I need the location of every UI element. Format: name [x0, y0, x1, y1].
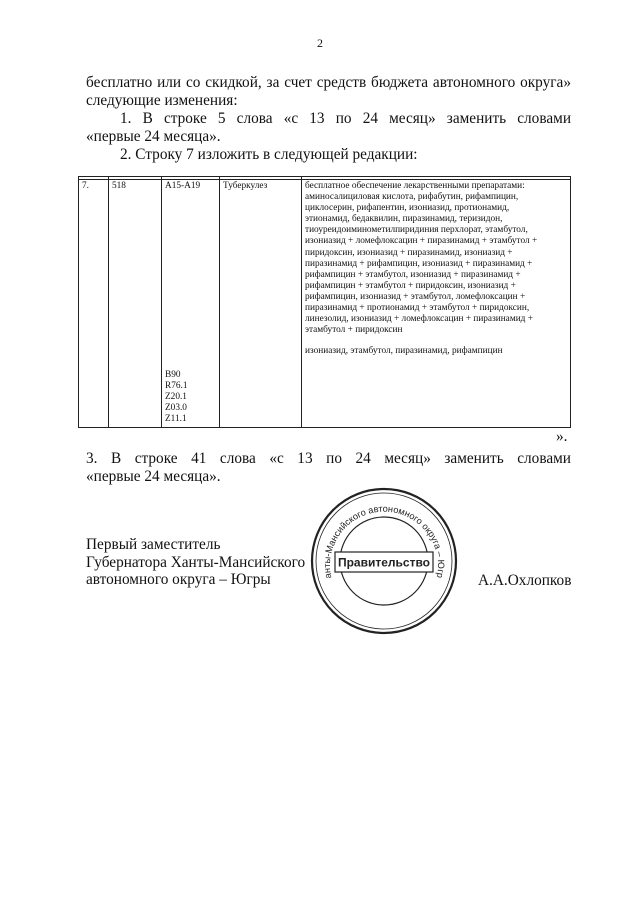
signatory-block: [86, 536, 326, 589]
seal-graphic: [309, 486, 459, 636]
drug-line-extra: изониазид, этамбутол, пиразинамид, рифампицин: [305, 346, 503, 357]
icd-extra-code: Z11.1: [165, 414, 187, 425]
code-cell: 518: [109, 180, 162, 428]
drug-line: линезолид, изониазид + ломефлоксацин + пиразинамид +: [305, 314, 533, 325]
signatory-title: Первый заместитель: [86, 536, 221, 553]
signer-name: А.А.Охлопков: [478, 572, 572, 589]
amendment-2: 2. Строку 7 изложить в следующей редакции:: [120, 146, 418, 163]
icd-extra-code: Z20.1: [165, 392, 187, 403]
icd-cell: [162, 180, 220, 428]
drug-line: рифампицин + этамбутол + пиридоксин, изониазид +: [305, 280, 516, 291]
drug-line: пиразинамид + протионамид + этамбутол + пиридоксин,: [305, 303, 530, 314]
drug-line: этионамид, бедаквилин, пиразинамид, теризидон,: [305, 214, 503, 225]
row-number-cell: 7.: [79, 180, 109, 428]
page-number: 2: [317, 36, 323, 50]
amendment-3-line2: «первые 24 месяца».: [86, 468, 221, 485]
drug-line: тиоуреидоиминометилпиридиния перхлорат, этамбутол,: [305, 225, 528, 236]
drugs-cell: [302, 180, 571, 428]
amendment-3-line1: 3. В строке 41 слова «с 13 по 24 месяц» заменить словами: [86, 450, 571, 467]
signatory-title: Губернатора Ханты-Мансийского: [86, 553, 306, 571]
drug-line: изониазид + ломефлоксацин + пиразинамид + этамбутол +: [305, 236, 538, 247]
icd-extra-code: R76.1: [165, 381, 188, 392]
icd-extra-code: B90: [165, 370, 181, 381]
drug-line: этамбутол + пиридоксин: [305, 325, 403, 336]
signatory-title: автономного округа – Югры: [86, 571, 271, 588]
amendment-1-line2: «первые 24 месяца».: [86, 128, 221, 145]
drug-line: бесплатное обеспечение лекарственными препаратами:: [305, 181, 525, 191]
table-row: [79, 180, 571, 428]
drug-line: пиридоксин, изониазид + пиразинамид, изониазид +: [305, 247, 513, 258]
drug-line: циклосерин, рифапентин, изониазид, протионамид,: [305, 203, 510, 214]
icd-main: A15-A19: [165, 181, 201, 191]
drug-line: пиразинамид + рифампицин, изониазид + пиразинамид +: [305, 258, 533, 269]
paragraph-continuation: бесплатно или со скидкой, за счет средств бюджета автономного округа»: [86, 74, 571, 91]
official-seal: [309, 486, 459, 636]
icd-extra-code: Z03.0: [165, 403, 187, 414]
amendment-1-line1: 1. В строке 5 слова «с 13 по 24 месяц» заменить словами: [120, 110, 571, 127]
amendment-table: [78, 176, 571, 428]
drug-line: рифампицин + этамбутол, изониазид + пиразинамид +: [305, 269, 521, 280]
disease-cell: Туберкулез: [220, 180, 302, 428]
paragraph-changes-intro: следующие изменения:: [86, 92, 238, 109]
seal-ring-text: анты-Мансийского автономного округа – Югр: [321, 503, 447, 580]
drug-line: рифампицин, изониазид + этамбутол, ломефлоксацин +: [305, 291, 526, 302]
closing-quote: ».: [556, 428, 568, 445]
drug-line: аминосалициловая кислота, рифабутин, рифампицин,: [305, 192, 519, 203]
seal-center-text: Правительство: [337, 555, 431, 570]
